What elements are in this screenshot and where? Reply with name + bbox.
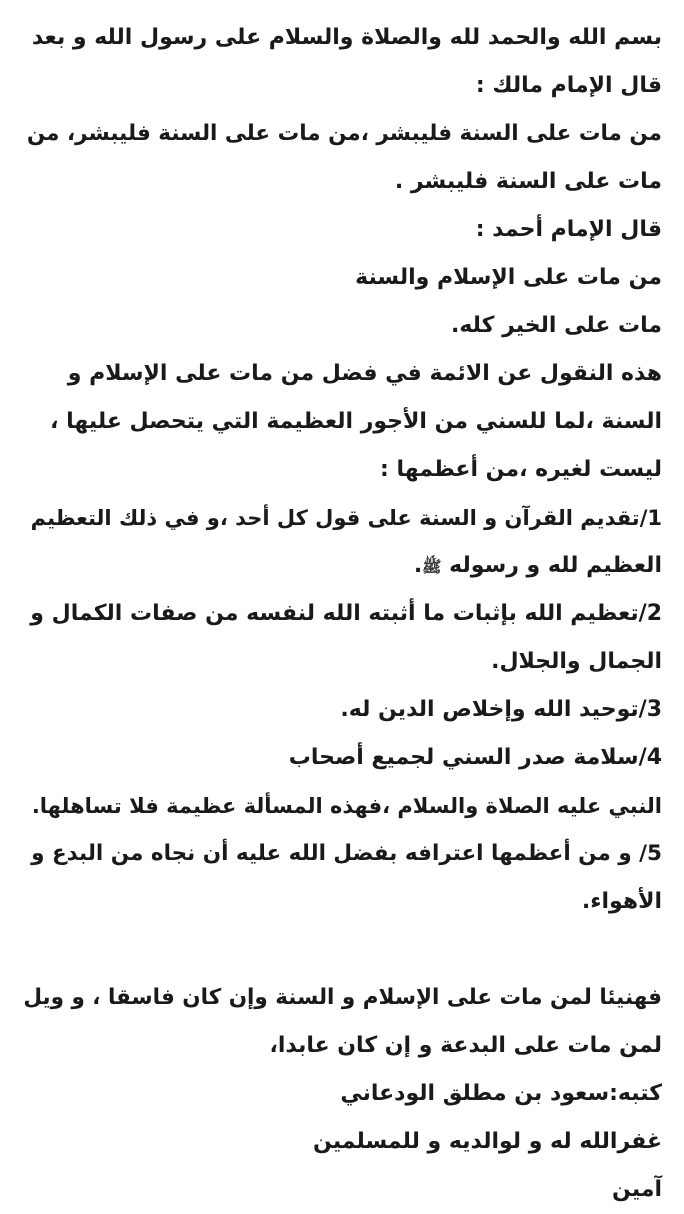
text-line: 5/ و من أعظمها اعترافه بفضل الله عليه أن نجاه من البدع و	[31, 841, 662, 866]
salawat-symbol: ﷺ	[422, 557, 442, 576]
author-line: كتبه:سعود بن مطلق الودعاني	[340, 1081, 662, 1106]
text-line: قال الإمام أحمد :	[475, 217, 662, 242]
text-line: هذه النقول عن الائمة في فضل من مات على الإسلام و	[67, 361, 662, 386]
rasul-end: .	[413, 553, 423, 578]
amen-line: آمين	[612, 1177, 662, 1202]
text-line: الجمال والجلال.	[491, 649, 662, 674]
text-line: السنة ،لما للسني من الأجور العظيمة التي يتحصل عليها ،	[50, 409, 662, 434]
text-line: بسم الله والحمد لله والصلاة والسلام على رسول الله و بعد	[31, 25, 662, 50]
text-line: من مات على السنة فليبشر ،من مات على السنة فليبشر، من	[26, 121, 662, 146]
text-line: مات على الخير كله.	[450, 313, 662, 338]
text-line: 3/توحيد الله وإخلاص الدين له.	[340, 697, 662, 722]
text-line: مات على السنة فليبشر .	[394, 169, 662, 194]
paragraph-gap	[22, 926, 662, 974]
text-line: قال الإمام مالك :	[475, 73, 662, 98]
text-line: من مات على الإسلام والسنة	[355, 265, 662, 290]
text-line: ليست لغيره ،من أعظمها :	[380, 457, 662, 482]
text-line: فهنيئا لمن مات على الإسلام و السنة وإن كان فاسقا ، و ويل	[23, 985, 662, 1010]
text-line: النبي عليه الصلاة والسلام ،فهذه المسألة عظيمة فلا تساهلها.	[31, 794, 662, 818]
rasul-text: العظيم لله و رسوله	[449, 553, 662, 578]
text-line: لمن مات على البدعة و إن كان عابدا،	[269, 1033, 662, 1058]
text-line-rasul	[22, 542, 662, 590]
text-line: 1/تقديم القرآن و السنة على قول كل أحد ،و في ذلك التعظيم	[30, 506, 662, 530]
dua-line: غفرالله له و لوالديه و للمسلمين	[313, 1129, 662, 1154]
text-line: 2/تعظيم الله بإثبات ما أثبته الله لنفسه من صفات الكمال و	[30, 601, 662, 626]
text-line: الأهواء.	[581, 889, 662, 914]
text-line: 4/سلامة صدر السني لجميع أصحاب	[288, 745, 662, 770]
